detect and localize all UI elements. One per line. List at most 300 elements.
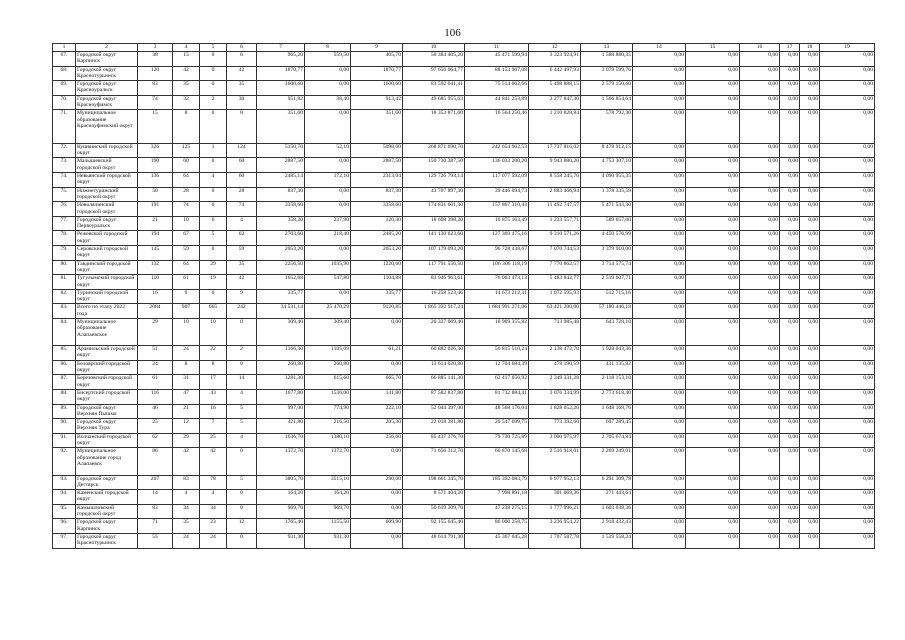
count-cell: 0	[227, 360, 257, 375]
count-cell: 0	[200, 52, 227, 67]
value-cell: 0,00	[686, 289, 740, 304]
value-cell: 351,60	[351, 110, 403, 144]
value-cell: 0,00	[800, 216, 820, 231]
value-cell: 3358,60	[351, 202, 403, 217]
count-cell: 5	[227, 475, 257, 490]
value-cell: 0,00	[740, 275, 780, 290]
count-cell: 55	[138, 533, 173, 548]
value-cell: 0,00	[686, 319, 740, 346]
value-cell: 0,00	[740, 519, 780, 534]
value-cell: 0,00	[740, 110, 780, 144]
value-cell: 0,00	[740, 404, 780, 419]
value-cell: 0,00	[740, 260, 780, 275]
value-cell: 309,40	[257, 319, 305, 346]
count-cell: 28	[227, 187, 257, 202]
value-cell: 0,00	[780, 360, 800, 375]
row-number-cell: 95.	[53, 504, 76, 519]
value-cell: 83 946 963,61	[403, 275, 465, 290]
value-cell: 6 442 497,93	[529, 66, 581, 81]
count-cell: 24	[200, 533, 227, 548]
value-cell: 0,00	[351, 490, 403, 505]
value-cell: 0,00	[686, 346, 740, 361]
count-cell: 42	[200, 448, 227, 475]
value-cell: 0,00	[800, 158, 820, 173]
value-cell: 0,00	[740, 448, 780, 475]
table-row	[53, 375, 875, 390]
count-cell: 0	[200, 246, 227, 261]
table-row	[53, 448, 875, 475]
row-number-cell: 79.	[53, 246, 76, 261]
value-cell: 837,30	[257, 187, 305, 202]
value-cell: 0,00	[633, 404, 686, 419]
value-cell: 0,00	[780, 187, 800, 202]
value-cell: 20 547 699,75	[465, 419, 529, 434]
value-cell: 0,00	[740, 173, 780, 188]
row-number-cell: 70.	[53, 95, 76, 110]
column-header: 15	[686, 44, 740, 52]
value-cell: 61,21	[351, 346, 403, 361]
count-cell: 0	[200, 81, 227, 96]
value-cell: 0,00	[820, 519, 875, 534]
value-cell: 56 815 510,24	[465, 346, 529, 361]
value-cell: 0,00	[740, 475, 780, 490]
value-cell: 50 619 309,70	[403, 504, 465, 519]
value-cell: 2 118 153,10	[581, 375, 633, 390]
value-cell: 1 539 558,24	[581, 533, 633, 548]
count-cell: 5	[200, 231, 227, 246]
table-row	[53, 389, 875, 404]
value-cell: 81 732 884,41	[465, 389, 529, 404]
value-cell: 0,00	[740, 490, 780, 505]
value-cell: 86 000 258,75	[465, 519, 529, 534]
value-cell: 0,00	[780, 231, 800, 246]
value-cell: 0,00	[800, 52, 820, 67]
value-cell: 222,10	[351, 404, 403, 419]
count-cell: 145	[138, 246, 173, 261]
count-cell: 74	[227, 202, 257, 217]
table-row	[53, 419, 875, 434]
row-number-cell: 68.	[53, 66, 76, 81]
count-cell: 42	[173, 448, 200, 475]
value-cell: 71 656 312,70	[403, 448, 465, 475]
count-cell: 28	[173, 187, 200, 202]
value-cell: 665,70	[351, 375, 403, 390]
value-cell: 0,00	[686, 504, 740, 519]
value-cell: 6 291 309,78	[581, 475, 633, 490]
value-cell: 405,70	[351, 52, 403, 67]
value-cell: 773 392,60	[529, 419, 581, 434]
value-cell: 547,80	[305, 275, 351, 290]
value-cell: 44 841 253,89	[465, 95, 529, 110]
value-cell: 1765,40	[257, 519, 305, 534]
value-cell: 0,00	[780, 216, 800, 231]
value-cell: 0,00	[800, 173, 820, 188]
value-cell: 50 384 405,20	[403, 52, 465, 67]
value-cell: 0,00	[780, 404, 800, 419]
value-cell: 34 531,14	[257, 304, 305, 319]
table-row	[53, 246, 875, 261]
value-cell: 52,10	[305, 143, 351, 158]
table-row	[53, 475, 875, 490]
count-cell: 8	[173, 110, 200, 144]
value-cell: 0,00	[633, 246, 686, 261]
value-cell: 1372,70	[305, 448, 351, 475]
value-cell: 0,00	[305, 158, 351, 173]
count-cell: 38	[138, 52, 173, 67]
count-cell: 0	[227, 319, 257, 346]
value-cell: 0,00	[820, 304, 875, 319]
value-cell: 1 072 595,93	[529, 289, 581, 304]
value-cell: 0,00	[800, 275, 820, 290]
value-cell: 0,00	[740, 360, 780, 375]
value-cell: 0,00	[686, 404, 740, 419]
table-header-row	[53, 44, 875, 52]
value-cell: 358,20	[257, 216, 305, 231]
value-cell: 0,00	[820, 346, 875, 361]
value-cell: 1104,88	[351, 275, 403, 290]
municipality-name-cell: Нижнетуринский городской округ	[76, 187, 138, 202]
value-cell: 52 044 397,00	[403, 404, 465, 419]
value-cell: 931,30	[257, 533, 305, 548]
count-cell: 78	[200, 475, 227, 490]
count-cell: 2	[200, 95, 227, 110]
count-cell: 2084	[138, 304, 173, 319]
column-header: 4	[173, 44, 200, 52]
value-cell: 1380,10	[305, 433, 351, 448]
column-header: 2	[76, 44, 138, 52]
column-header: 11	[465, 44, 529, 52]
count-cell: 74	[173, 202, 200, 217]
value-cell: 0,00	[780, 433, 800, 448]
value-cell: 1600,60	[351, 81, 403, 96]
value-cell: 0,00	[686, 246, 740, 261]
value-cell: 913,42	[351, 95, 403, 110]
value-cell: 0,00	[780, 260, 800, 275]
value-cell: 1105,09	[305, 346, 351, 361]
count-cell: 35	[173, 81, 200, 96]
row-number-cell: 97.	[53, 533, 76, 548]
value-cell: 0,00	[686, 304, 740, 319]
value-cell: 2 138 472,70	[529, 346, 581, 361]
value-cell: 1 233 557,71	[529, 216, 581, 231]
row-number-cell: 73.	[53, 158, 76, 173]
count-cell: 60	[227, 158, 257, 173]
municipality-name-cell: Городской округ Дегтярск	[76, 475, 138, 490]
value-cell: 0,00	[800, 504, 820, 519]
value-cell: 3 079 599,76	[581, 66, 633, 81]
value-cell: 0,00	[820, 110, 875, 144]
count-cell: 326	[138, 143, 173, 158]
table-row	[53, 216, 875, 231]
value-cell: 0,00	[820, 375, 875, 390]
value-cell: 11 492 747,57	[529, 202, 581, 217]
value-cell: 0,00	[780, 419, 800, 434]
column-header: 14	[633, 44, 686, 52]
count-cell: 6	[227, 52, 257, 67]
value-cell: 76 063 473,13	[465, 275, 529, 290]
value-cell: 0,00	[820, 475, 875, 490]
table-row	[53, 52, 875, 67]
value-cell: 45 471 599,94	[465, 52, 529, 67]
value-cell: 0,00	[820, 533, 875, 548]
count-cell: 0	[200, 66, 227, 81]
count-cell: 29	[200, 260, 227, 275]
value-cell: 1 603 038,36	[581, 504, 633, 519]
value-cell: 1281,30	[257, 375, 305, 390]
count-cell: 32	[173, 95, 200, 110]
count-cell: 14	[227, 375, 257, 390]
count-cell: 4	[227, 216, 257, 231]
value-cell: 48 568 176,04	[465, 404, 529, 419]
row-number-cell: 75.	[53, 187, 76, 202]
value-cell: 0,00	[686, 202, 740, 217]
count-cell: 21	[173, 404, 200, 419]
value-cell: 0,00	[820, 389, 875, 404]
value-cell: 0,00	[686, 490, 740, 505]
value-cell: 0,00	[800, 319, 820, 346]
value-cell: 2 705 674,84	[581, 433, 633, 448]
value-cell: 2 773 618,40	[581, 389, 633, 404]
value-cell: 290,60	[351, 475, 403, 490]
value-cell: 0,00	[633, 158, 686, 173]
value-cell: 0,00	[820, 360, 875, 375]
value-cell: 0,00	[686, 375, 740, 390]
value-cell: 216,50	[305, 419, 351, 434]
value-cell: 172,10	[305, 173, 351, 188]
count-cell: 71	[138, 519, 173, 534]
value-cell: 0,00	[780, 319, 800, 346]
value-cell: 0,00	[305, 110, 351, 144]
table-row	[53, 66, 875, 81]
value-cell: 0,00	[633, 275, 686, 290]
table-row	[53, 95, 875, 110]
municipality-name-cell: Всего по этапу 2022 года	[76, 304, 138, 319]
row-number-cell: 89.	[53, 404, 76, 419]
row-number-cell: 67.	[53, 52, 76, 67]
value-cell: 0,00	[633, 304, 686, 319]
value-cell: 7 998 891,18	[465, 490, 529, 505]
value-cell: 5 483 842,77	[529, 275, 581, 290]
value-cell: 0,00	[820, 66, 875, 81]
table-row	[53, 304, 875, 319]
count-cell: 61	[138, 375, 173, 390]
count-cell: 0	[227, 448, 257, 475]
value-cell: 198 661 345,70	[403, 475, 465, 490]
value-cell: 16 875 163,49	[465, 216, 529, 231]
count-cell: 31	[173, 375, 200, 390]
value-cell: 7 070 744,53	[529, 246, 581, 261]
value-cell: 0,00	[740, 158, 780, 173]
value-cell: 1 566 854,64	[581, 95, 633, 110]
row-number-cell: 96.	[53, 519, 76, 534]
municipality-name-cell: Городской округ Первоуральск	[76, 216, 138, 231]
value-cell: 589 657,00	[581, 216, 633, 231]
value-cell: 242 654 962,53	[465, 143, 529, 158]
count-cell: 25	[138, 419, 173, 434]
table-row	[53, 231, 875, 246]
count-cell: 10	[173, 319, 200, 346]
municipality-name-cell: Городской округ Верхняя Тура	[76, 419, 138, 434]
value-cell: 18 353 871,60	[403, 110, 465, 144]
value-cell: 2485,20	[351, 231, 403, 246]
value-cell: 62 417 656,92	[465, 375, 529, 390]
table-row	[53, 504, 875, 519]
value-cell: 0,00	[780, 519, 800, 534]
value-cell: 92 155 645,40	[403, 519, 465, 534]
table-row	[53, 81, 875, 96]
value-cell: 0,00	[686, 95, 740, 110]
count-cell: 1	[200, 143, 227, 158]
value-cell: 0,00	[740, 419, 780, 434]
count-cell: 14	[138, 490, 173, 505]
value-cell: 0,00	[820, 216, 875, 231]
count-cell: 8	[173, 360, 200, 375]
municipality-name-cell: Камышловский городской округ	[76, 504, 138, 519]
value-cell: 2887,50	[351, 158, 403, 173]
row-number-cell: 93.	[53, 475, 76, 490]
table-row	[53, 275, 875, 290]
row-number-cell: 74.	[53, 173, 76, 188]
column-header: 6	[227, 44, 257, 52]
value-cell: 0,00	[820, 490, 875, 505]
page-number: 106	[444, 27, 461, 39]
value-cell: 0,00	[820, 504, 875, 519]
value-cell: 16 258 523,46	[403, 289, 465, 304]
row-number-cell: 77.	[53, 216, 76, 231]
count-cell: 665	[200, 304, 227, 319]
value-cell: 697 289,45	[581, 419, 633, 434]
row-number-cell: 76.	[53, 202, 76, 217]
value-cell: 260,80	[257, 360, 305, 375]
value-cell: 0,00	[740, 231, 780, 246]
count-cell: 12	[227, 519, 257, 534]
value-cell: 0,00	[780, 346, 800, 361]
value-cell: 0,00	[305, 187, 351, 202]
count-cell: 0	[200, 110, 227, 144]
value-cell: 5 471 543,30	[581, 202, 633, 217]
count-cell: 86	[138, 448, 173, 475]
value-cell: 96 728 438,67	[465, 246, 529, 261]
count-cell: 83	[138, 81, 173, 96]
value-cell: 837,30	[351, 187, 403, 202]
value-cell: 0,00	[780, 504, 800, 519]
value-cell: 0,00	[780, 246, 800, 261]
value-cell: 0,00	[800, 143, 820, 158]
count-cell: 4	[227, 389, 257, 404]
value-cell: 8 571 404,20	[403, 490, 465, 505]
count-cell: 59	[173, 246, 200, 261]
count-cell: 0	[200, 289, 227, 304]
value-cell: 0,00	[800, 419, 820, 434]
column-header: 5	[200, 44, 227, 52]
count-cell: 83	[173, 475, 200, 490]
value-cell: 0,00	[633, 533, 686, 548]
value-cell: 0,00	[800, 289, 820, 304]
count-cell: 10	[200, 319, 227, 346]
column-header: 12	[529, 44, 581, 52]
value-cell: 2053,20	[257, 246, 305, 261]
row-number-cell: 83.	[53, 304, 76, 319]
count-cell: 62	[227, 231, 257, 246]
value-cell: 0,00	[800, 246, 820, 261]
value-cell: 1 648 168,76	[581, 404, 633, 419]
count-cell: 64	[173, 173, 200, 188]
value-cell: 1 588 880,35	[581, 52, 633, 67]
value-cell: 0,00	[820, 419, 875, 434]
count-cell: 15	[173, 52, 200, 67]
value-cell: 0,00	[780, 289, 800, 304]
value-cell: 0,00	[780, 173, 800, 188]
value-cell: 0,00	[633, 231, 686, 246]
count-cell: 25	[200, 433, 227, 448]
value-cell: 0,00	[633, 475, 686, 490]
value-cell: 0,00	[780, 158, 800, 173]
municipality-name-cell: Волчанский городской округ	[76, 433, 138, 448]
value-cell: 0,00	[780, 304, 800, 319]
value-cell: 2 349 331,28	[529, 375, 581, 390]
value-cell: 0,00	[351, 360, 403, 375]
count-cell: 10	[173, 216, 200, 231]
value-cell: 0,00	[800, 375, 820, 390]
value-cell: 351,60	[257, 110, 305, 144]
value-cell: 4 753 307,10	[581, 158, 633, 173]
value-cell: 107 179 093,20	[403, 246, 465, 261]
count-cell: 42	[227, 275, 257, 290]
count-cell: 0	[227, 533, 257, 548]
count-cell: 242	[227, 304, 257, 319]
value-cell: 1 777 996,21	[529, 504, 581, 519]
value-cell: 0,00	[820, 319, 875, 346]
value-cell: 0,00	[820, 81, 875, 96]
value-cell: 0,00	[633, 448, 686, 475]
value-cell: 0,00	[780, 95, 800, 110]
municipality-name-cell: Малышевский городской округ	[76, 158, 138, 173]
value-cell: 0,00	[780, 475, 800, 490]
municipality-name-cell: Муниципальное образование город Алапаевск	[76, 448, 138, 475]
value-cell: 0,00	[740, 66, 780, 81]
municipality-name-cell: Серовский городской округ	[76, 246, 138, 261]
value-cell: 1 828 052,20	[529, 404, 581, 419]
count-cell: 9	[173, 289, 200, 304]
count-cell: 30	[227, 95, 257, 110]
table-row	[53, 533, 875, 548]
value-cell: 87 582 837,80	[403, 389, 465, 404]
value-cell: 39 446 094,73	[465, 187, 529, 202]
value-cell: 643 728,10	[581, 319, 633, 346]
value-cell: 0,00	[820, 433, 875, 448]
value-cell: 0,00	[820, 52, 875, 67]
value-cell: 0,00	[686, 173, 740, 188]
table-row	[53, 433, 875, 448]
column-header: 17	[780, 44, 800, 52]
value-cell: 271 443,64	[581, 490, 633, 505]
value-cell: 127 369 475,16	[465, 231, 529, 246]
value-cell: 4 450 576,99	[581, 231, 633, 246]
table-row	[53, 158, 875, 173]
value-cell: 0,00	[820, 187, 875, 202]
value-cell: 0,00	[820, 260, 875, 275]
row-number-cell: 69.	[53, 81, 76, 96]
value-cell: 43 707 897,30	[403, 187, 465, 202]
municipality-name-cell: Городской округ Краснотурьинск	[76, 533, 138, 548]
value-cell: 48 614 791,30	[403, 533, 465, 548]
value-cell: 0,00	[686, 519, 740, 534]
value-cell: 609,90	[351, 519, 403, 534]
value-cell: 1166,30	[257, 346, 305, 361]
count-cell: 16	[200, 404, 227, 419]
municipality-name-cell: Городской округ Верхняя Пышма	[76, 404, 138, 419]
value-cell: 256,60	[351, 433, 403, 448]
